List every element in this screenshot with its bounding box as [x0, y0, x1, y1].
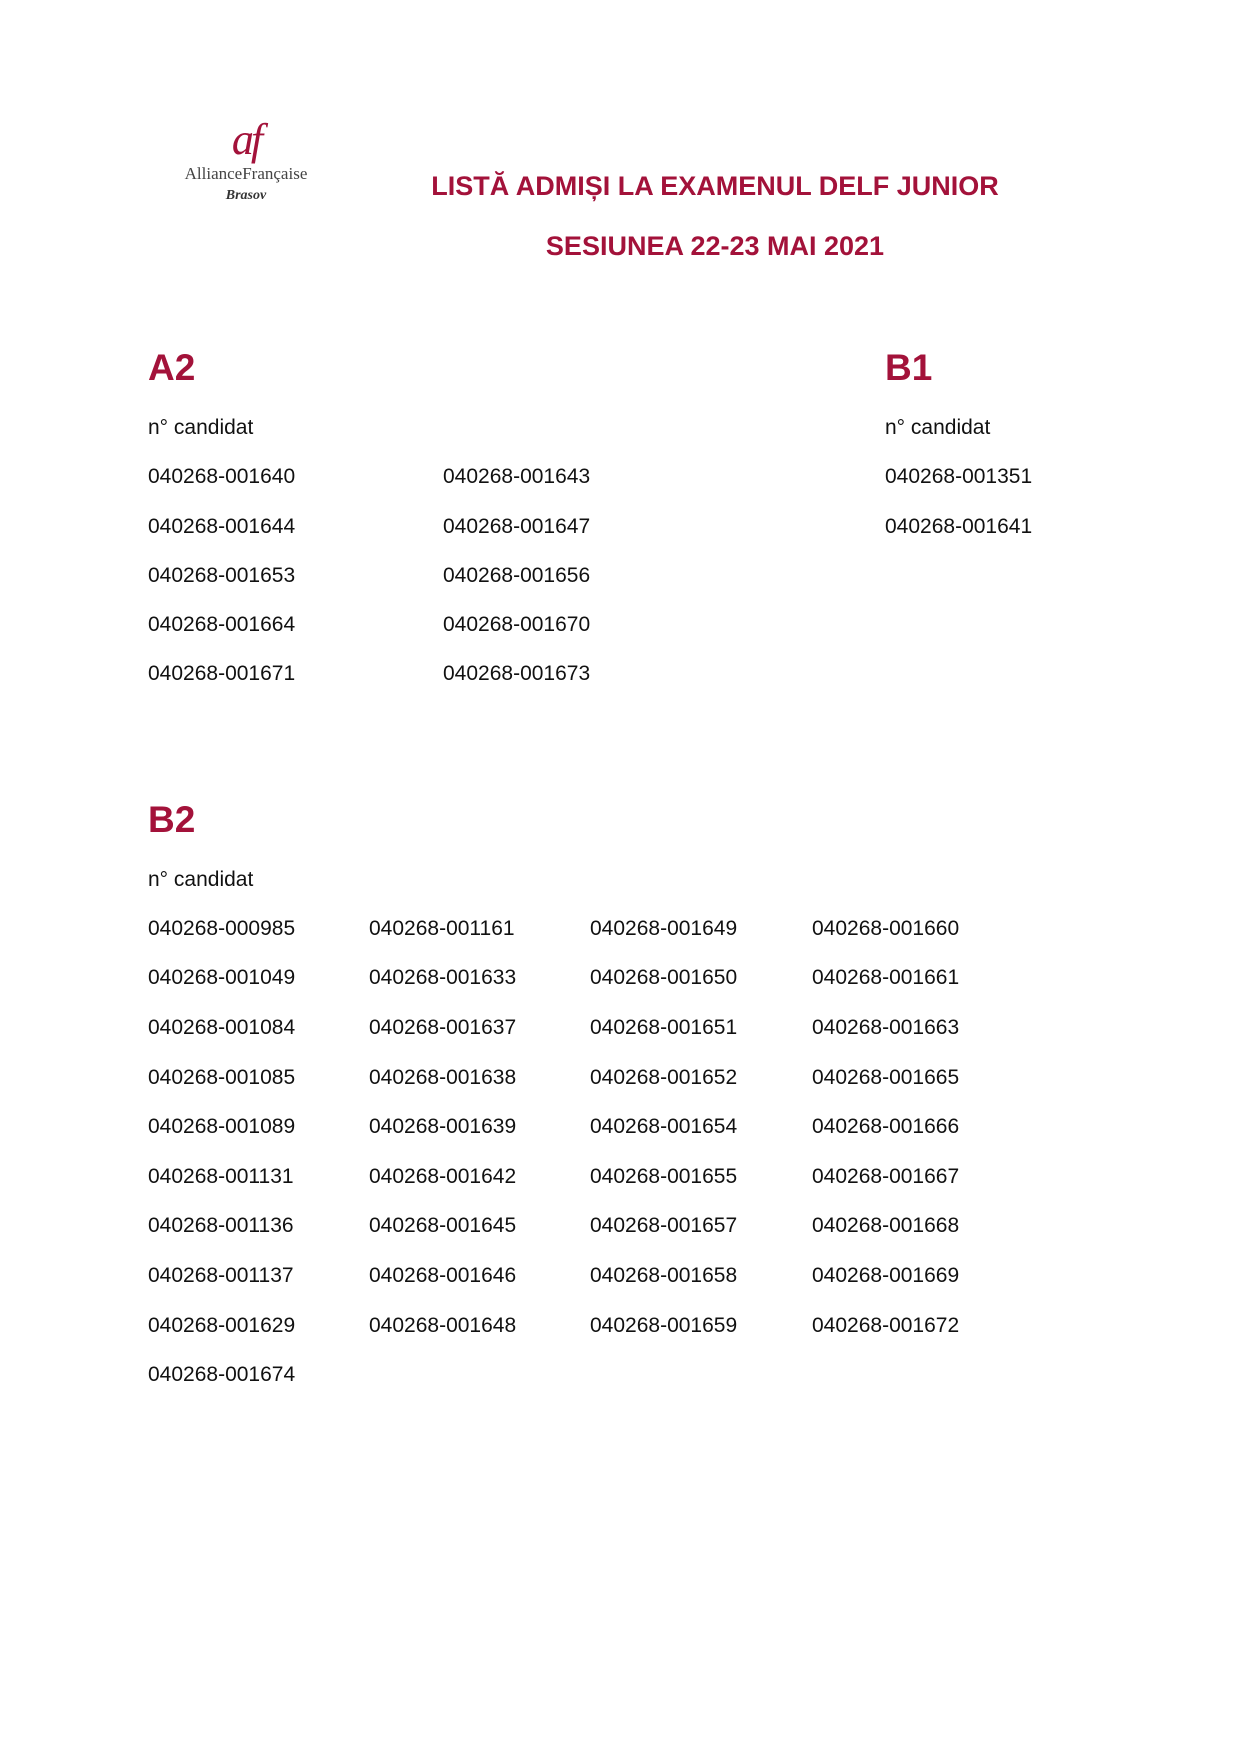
document-subtitle: SESIUNEA 22-23 MAI 2021: [545, 231, 885, 261]
b2-column-label: n° candidat: [148, 868, 254, 891]
a2-candidate: 040268-001653: [148, 564, 296, 587]
b2-candidate: 040268-001638: [369, 1066, 517, 1089]
b1-candidate: 040268-001351: [885, 465, 1033, 488]
b2-candidate: 040268-001661: [812, 966, 960, 989]
b2-candidate: 040268-001649: [590, 917, 738, 940]
a2-candidate: 040268-001656: [443, 564, 591, 587]
logo-city: Brasov: [225, 188, 267, 203]
b2-candidate: 040268-001667: [812, 1165, 960, 1188]
b2-candidate: 040268-001645: [369, 1214, 517, 1237]
b2-candidate: 040268-001651: [590, 1016, 738, 1039]
a2-candidate: 040268-001664: [148, 613, 296, 636]
section-heading-a2: A2: [148, 347, 196, 388]
b2-candidate: 040268-001668: [812, 1214, 960, 1237]
b2-candidate: 040268-001049: [148, 966, 296, 989]
b2-candidate: 040268-001629: [148, 1314, 296, 1337]
b2-candidate: 040268-001663: [812, 1016, 960, 1039]
b2-candidate: 040268-001161: [369, 917, 515, 940]
b2-candidate: 040268-001660: [812, 917, 960, 940]
document-title: LISTĂ ADMIȘI LA EXAMENUL DELF JUNIOR: [431, 171, 999, 201]
a2-candidate: 040268-001671: [148, 662, 296, 685]
a2-column-label: n° candidat: [148, 416, 254, 439]
b2-candidate: 040268-001659: [590, 1314, 738, 1337]
b2-candidate: 040268-001669: [812, 1264, 960, 1287]
a2-candidate: 040268-001643: [443, 465, 591, 488]
logo-mark: af: [231, 115, 261, 164]
a2-candidate: 040268-001644: [148, 515, 296, 538]
section-heading-b2: B2: [148, 799, 196, 840]
b2-candidate: 040268-001672: [812, 1314, 960, 1337]
b2-candidate: 040268-001633: [369, 966, 517, 989]
b2-candidate: 040268-001654: [590, 1115, 738, 1138]
b2-candidate: 040268-001089: [148, 1115, 296, 1138]
b2-candidate: 040268-001639: [369, 1115, 517, 1138]
a2-candidate: 040268-001647: [443, 515, 591, 538]
a2-candidate: 040268-001640: [148, 465, 296, 488]
b2-candidate: 040268-001131: [148, 1165, 294, 1188]
b2-candidate: 040268-001666: [812, 1115, 960, 1138]
b1-candidate: 040268-001641: [885, 515, 1033, 538]
alliance-francaise-logo: [172, 115, 320, 204]
b2-candidate: 040268-001655: [590, 1165, 738, 1188]
section-heading-b1: B1: [885, 347, 933, 388]
a2-candidate: 040268-001673: [443, 662, 591, 685]
b2-candidate: 040268-001674: [148, 1363, 296, 1386]
b2-candidate: 040268-001657: [590, 1214, 738, 1237]
b1-column-label: n° candidat: [885, 416, 991, 439]
b2-candidate: 040268-001137: [148, 1264, 294, 1287]
b2-candidate: 040268-001650: [590, 966, 738, 989]
b2-candidate: 040268-000985: [148, 917, 296, 940]
b2-candidate: 040268-001085: [148, 1066, 296, 1089]
b2-candidate: 040268-001648: [369, 1314, 517, 1337]
a2-candidate: 040268-001670: [443, 613, 591, 636]
b2-candidate: 040268-001642: [369, 1165, 517, 1188]
b2-candidate: 040268-001637: [369, 1016, 517, 1039]
b2-candidate: 040268-001084: [148, 1016, 296, 1039]
b2-candidate: 040268-001136: [148, 1214, 294, 1237]
b2-candidate: 040268-001646: [369, 1264, 517, 1287]
b2-candidate: 040268-001665: [812, 1066, 960, 1089]
b2-candidate: 040268-001658: [590, 1264, 738, 1287]
b2-candidate: 040268-001652: [590, 1066, 738, 1089]
logo-name: AllianceFrançaise: [184, 164, 308, 183]
